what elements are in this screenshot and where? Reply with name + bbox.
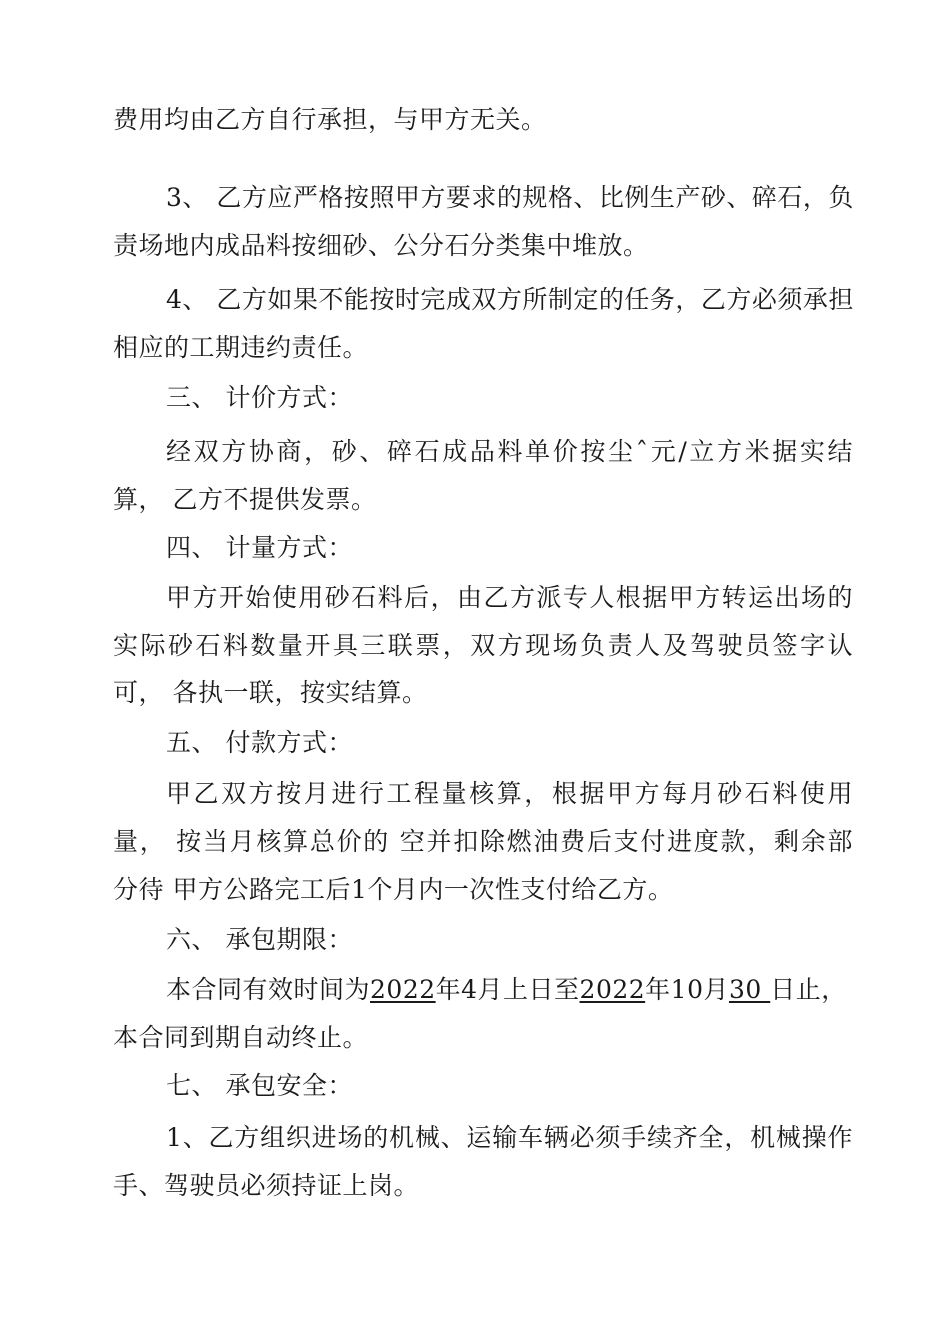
measurement-line-2: 实际砂石料数量开具三联票，双方现场负责人及驾驶员签字认 [113, 631, 853, 660]
clause-3-line-2: 责场地内成品料按细砂、公分石分类集中堆放。 [113, 231, 649, 260]
start-year: 2022 [370, 975, 436, 1004]
section-heading-payment: 五、 付款方式： [166, 728, 353, 757]
paragraph-line: 费用均由乙方自行承担，与甲方无关。 [113, 105, 547, 134]
payment-line-2: 量， 按当月核算总价的 空并扣除燃油费后支付进度款，剩余部 [113, 827, 853, 856]
payment-line-1: 甲乙双方按月进行工程量核算，根据甲方每月砂石料使用 [166, 779, 853, 808]
measurement-line-1: 甲方开始使用砂石料后，由乙方派专人根据甲方转运出场的 [166, 583, 853, 612]
end-day: 30 [728, 975, 771, 1004]
term-text-c: 年10月 [645, 975, 729, 1004]
section-heading-pricing: 三、 计价方式： [166, 383, 353, 412]
clause-4-line-1: 4、 乙方如果不能按时完成双方所制定的任务，乙方必须承担 [166, 285, 854, 314]
end-year: 2022 [579, 975, 646, 1004]
section-heading-term: 六、 承包期限： [166, 925, 353, 954]
term-line-2: 本合同到期自动终止。 [113, 1023, 369, 1052]
measurement-line-3: 可， 各执一联，按实结算。 [113, 678, 428, 707]
section-heading-measurement: 四、 计量方式： [166, 533, 353, 562]
term-text-a: 本合同有效时间为 [166, 975, 371, 1004]
pricing-line-2: 算， 乙方不提供发票。 [113, 485, 377, 514]
clause-3-line-1: 3、 乙方应严格按照甲方要求的规格、比例生产砂、碎石，负 [166, 183, 854, 212]
pricing-line-1: 经双方协商，砂、碎石成品料单价按尘ˆ元/立方米据实结 [166, 437, 853, 466]
term-text-b: 年4月上日至 [435, 975, 580, 1004]
safety-line-2: 手、驾驶员必须持证上岗。 [113, 1171, 420, 1200]
term-text-e: 日止， [770, 975, 847, 1004]
section-heading-safety: 七、 承包安全： [166, 1071, 353, 1100]
safety-line-1: 1、乙方组织进场的机械、运输车辆必须手续齐全，机械操作 [166, 1123, 853, 1152]
term-line-1 [166, 972, 853, 1008]
clause-4-line-2: 相应的工期违约责任。 [113, 333, 369, 362]
payment-line-3: 分待 甲方公路完工后1个月内一次性支付给乙方。 [113, 875, 674, 904]
